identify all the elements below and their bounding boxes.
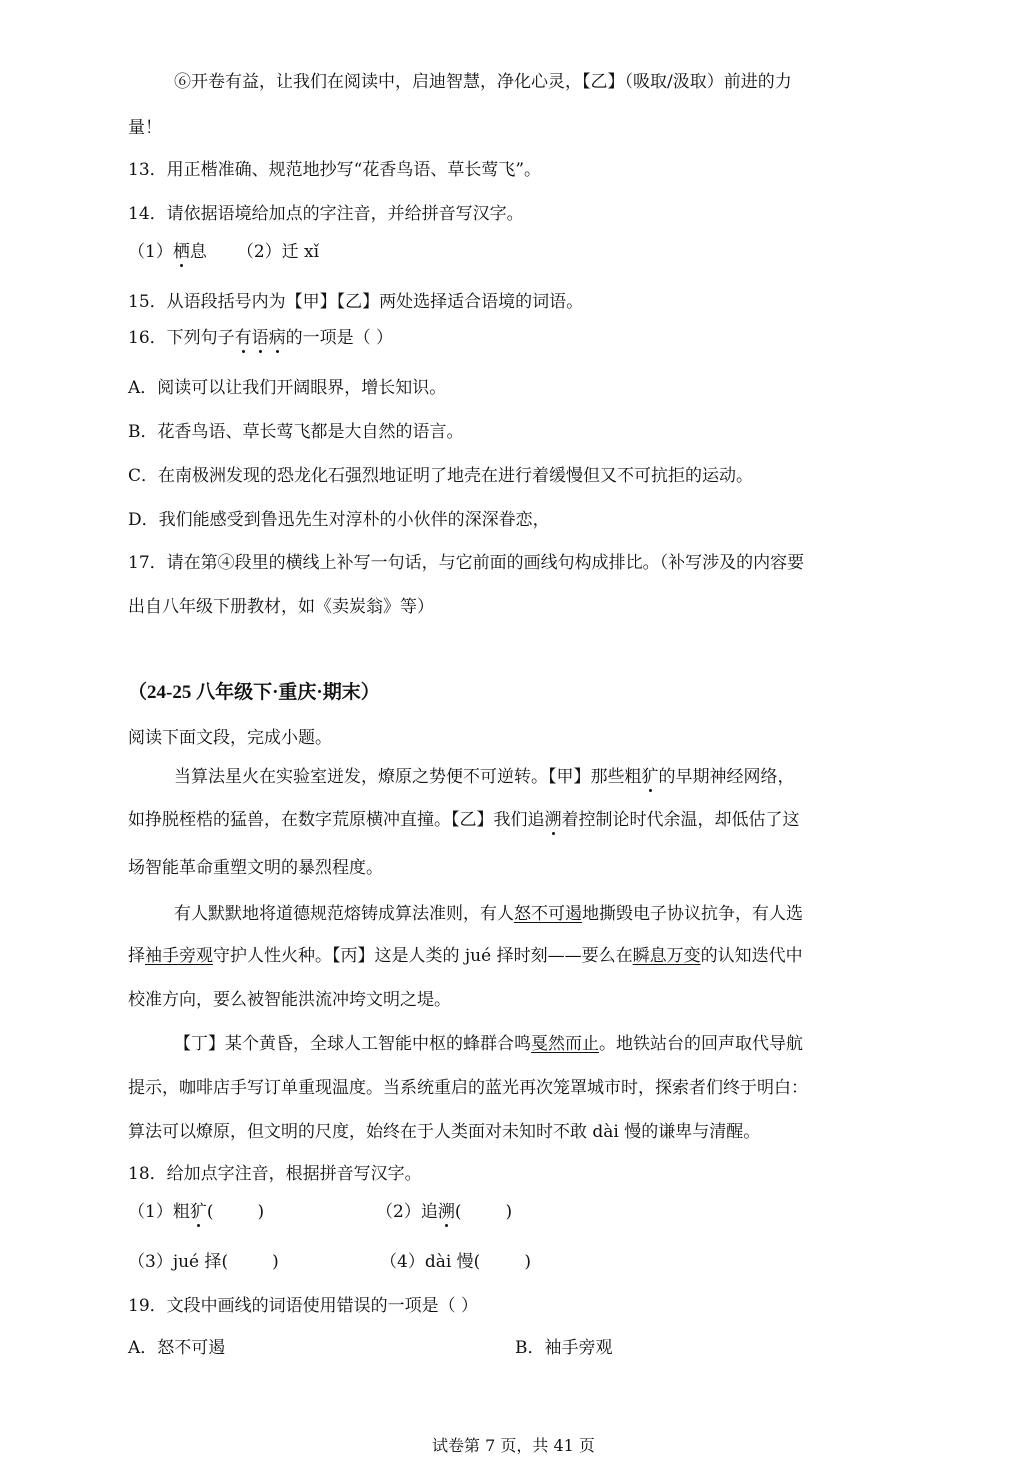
passage2-line1-suffix: 的早期神经网络， bbox=[658, 767, 795, 787]
passage2-dotted-char-guang: 犷 bbox=[641, 767, 659, 787]
q16-dotted-char-2: 语 bbox=[251, 328, 269, 348]
q18-item4-close: ) bbox=[524, 1252, 531, 1272]
section-heading: （24-25 八年级下·重庆·期末） bbox=[128, 682, 380, 703]
passage2-line9: 算法可以燎原，但文明的尺度，始终在于人类面对未知时不敢 dài 慢的谦卑与清醒。 bbox=[128, 1122, 761, 1142]
q16-option-d: D．我们能感受到鲁迅先生对淳朴的小伙伴的深深眷恋， bbox=[128, 510, 550, 530]
passage2-line1 bbox=[174, 765, 795, 789]
passage2-line2 bbox=[128, 808, 800, 832]
question-17-line1: 17．请在第④段里的横线上补写一句话，与它前面的画线句构成排比。（补写涉及的内容要 bbox=[128, 553, 805, 573]
q18-item1-prefix: （1）粗 bbox=[128, 1202, 190, 1222]
q18-item2-open: ( bbox=[454, 1202, 462, 1222]
passage2-line5 bbox=[128, 944, 803, 968]
passage1-paragraph6-line1: ⑥开卷有益，让我们在阅读中，启迪智慧，净化心灵，【乙】（吸取/汲取）前进的力 bbox=[174, 72, 792, 92]
passage2-line6: 校准方向，要么被智能洪流冲垮文明之堤。 bbox=[128, 990, 451, 1010]
q18-item1-open: ( bbox=[206, 1202, 214, 1222]
q19-option-a: A．怒不可遏 bbox=[128, 1338, 226, 1358]
passage2-line2-suffix: 着控制论时代余温，却低估了这 bbox=[561, 810, 800, 830]
question-17-line2: 出自八年级下册教材，如《卖炭翁》等） bbox=[128, 597, 434, 617]
q18-item3-close: ) bbox=[272, 1252, 279, 1272]
passage2-line5-suffix: 的认知迭代中 bbox=[700, 946, 803, 966]
q18-item4-prefix: （4）dài 慢( bbox=[380, 1252, 481, 1272]
q18-item2-close: ) bbox=[505, 1202, 513, 1222]
question-13: 13．用正楷准确、规范地抄写“花香鸟语、草长莺飞”。 bbox=[128, 160, 542, 180]
q16-option-c: C．在南极洲发现的恐龙化石强烈地证明了地壳在进行着缓慢但又不可抗拒的运动。 bbox=[128, 466, 754, 486]
q16-stem-suffix: 的一项是（ ） bbox=[285, 328, 394, 348]
underlined-word-nubukee: 怒不可遏 bbox=[514, 904, 582, 924]
q18-item2-prefix: （2）追 bbox=[376, 1202, 438, 1222]
passage2-line1-prefix: 当算法星火在实验室迸发，燎原之势便不可逆转。【甲】那些粗 bbox=[174, 767, 642, 787]
q18-item3 bbox=[128, 1250, 279, 1274]
passage2-line8: 提示，咖啡店手写订单重现温度。当系统重启的蓝光再次笼罩城市时，探索者们终于明白： bbox=[128, 1078, 808, 1098]
passage1-paragraph6-line2: 量！ bbox=[128, 118, 162, 138]
q18-item1-close: ) bbox=[257, 1202, 265, 1222]
passage2-line7-suffix: 。地铁站台的回声取代导航 bbox=[599, 1034, 803, 1054]
q18-item2 bbox=[376, 1200, 512, 1224]
underlined-word-shunxiwanbian: 瞬息万变 bbox=[632, 946, 701, 966]
passage2-line3: 场智能革命重塑文明的暴烈程度。 bbox=[128, 858, 383, 878]
q16-dotted-char-1: 有 bbox=[234, 328, 252, 348]
q16-option-a: A．阅读可以让我们开阔眼界，增长知识。 bbox=[128, 378, 447, 398]
question-16-stem bbox=[128, 326, 393, 350]
q18-item1 bbox=[128, 1200, 264, 1224]
underlined-word-jiaranerzhi: 戛然而止 bbox=[531, 1034, 599, 1054]
question-14-items bbox=[128, 240, 319, 264]
q14-item1-suffix: 息 bbox=[189, 242, 207, 262]
question-19-stem: 19．文段中画线的词语使用错误的一项是（ ） bbox=[128, 1296, 479, 1316]
passage2-line4 bbox=[174, 902, 803, 926]
q16-option-b: B．花香鸟语、草长莺飞都是大自然的语言。 bbox=[128, 422, 464, 442]
q18-item2-dotted-char: 溯 bbox=[437, 1202, 455, 1222]
q18-item3-prefix: （3）jué 择( bbox=[128, 1252, 229, 1272]
passage2-line7 bbox=[174, 1032, 803, 1056]
underlined-word-xiushoupangguan: 袖手旁观 bbox=[145, 946, 213, 966]
passage2-line4-suffix: 地撕毁电子协议抗争，有人选 bbox=[582, 904, 803, 924]
q14-item2: （2）迁 xǐ bbox=[236, 242, 320, 262]
question-15: 15．从语段括号内为【甲】【乙】两处选择适合语境的词语。 bbox=[128, 292, 584, 312]
q19-option-b: B．袖手旁观 bbox=[515, 1338, 613, 1358]
q18-item1-dotted-char: 犷 bbox=[189, 1202, 207, 1222]
question-14-stem: 14．请依据语境给加点的字注音，并给拼音写汉字。 bbox=[128, 204, 524, 224]
passage2-line2-prefix: 如挣脱桎梏的猛兽，在数字荒原横冲直撞。【乙】我们追 bbox=[128, 810, 545, 830]
passage2-line5-prefix: 择 bbox=[128, 946, 145, 966]
passage2-line4-prefix: 有人默默地将道德规范熔铸成算法准则，有人 bbox=[174, 904, 514, 924]
passage2-line7-prefix: 【丁】某个黄昏，全球人工智能中枢的蜂群合鸣 bbox=[174, 1034, 531, 1054]
q18-item4 bbox=[380, 1250, 531, 1274]
section-intro: 阅读下面文段，完成小题。 bbox=[128, 728, 332, 748]
q14-item1-prefix: （1） bbox=[128, 242, 173, 262]
page-footer: 试卷第 7 页，共 41 页 bbox=[432, 1436, 595, 1455]
q16-stem-prefix: 16．下列句子 bbox=[128, 328, 235, 348]
passage2-line5-middle: 守护人性火种。【丙】这是人类的 jué 择时刻——要么在 bbox=[213, 946, 633, 966]
passage2-dotted-char-su: 溯 bbox=[544, 810, 562, 830]
question-18-stem: 18．给加点字注音，根据拼音写汉字。 bbox=[128, 1164, 422, 1184]
q14-item1-dotted-char: 栖 bbox=[172, 242, 190, 262]
q16-dotted-char-3: 病 bbox=[268, 328, 286, 348]
